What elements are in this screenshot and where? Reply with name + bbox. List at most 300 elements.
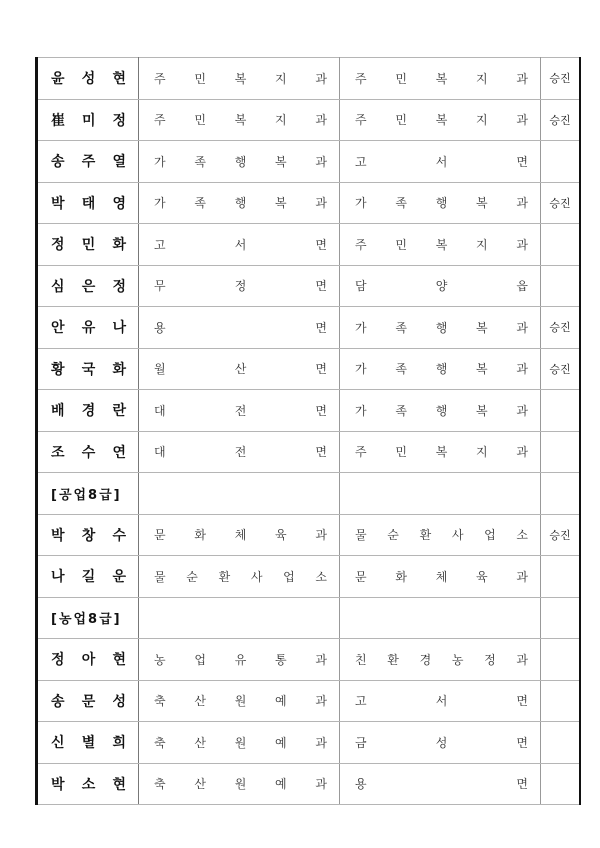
new-department bbox=[340, 775, 540, 792]
section-label: [공업8급] bbox=[51, 487, 122, 503]
note-cell bbox=[541, 307, 581, 349]
table-body bbox=[37, 58, 581, 805]
department-char: 가 bbox=[355, 196, 367, 211]
previous-department-cell bbox=[139, 390, 340, 432]
name-char: 길 bbox=[81, 569, 96, 586]
department-char: 지 bbox=[275, 71, 287, 86]
promotion-note: 승진 bbox=[549, 321, 571, 335]
previous-department-cell bbox=[139, 182, 340, 224]
previous-department-cell bbox=[139, 473, 340, 515]
department-char: 주 bbox=[154, 71, 166, 86]
employee-name bbox=[38, 68, 138, 88]
department-char: 과 bbox=[516, 113, 528, 128]
department-char: 경 bbox=[419, 652, 432, 667]
promotion-note: 승진 bbox=[549, 196, 571, 210]
new-department-cell bbox=[340, 431, 541, 473]
new-department-cell bbox=[340, 639, 541, 681]
department-char: 축 bbox=[154, 735, 166, 750]
previous-department-cell bbox=[139, 307, 340, 349]
department-char: 행 bbox=[435, 362, 448, 377]
table-row bbox=[37, 265, 581, 307]
department-char: 문 bbox=[154, 528, 166, 543]
department-char: 대 bbox=[154, 445, 166, 460]
department-char: 과 bbox=[315, 652, 327, 667]
employee-name bbox=[38, 359, 138, 379]
department-char: 과 bbox=[516, 320, 528, 335]
department-char: 면 bbox=[315, 320, 327, 335]
department-char: 행 bbox=[234, 196, 247, 211]
employee-name bbox=[38, 442, 138, 462]
new-department-cell bbox=[340, 224, 541, 266]
previous-department bbox=[139, 111, 339, 128]
department-char: 면 bbox=[315, 362, 327, 377]
department-char: 과 bbox=[516, 652, 528, 667]
department-char: 서 bbox=[435, 154, 448, 169]
promotion-note: 승진 bbox=[549, 72, 571, 86]
department-char: 축 bbox=[154, 777, 166, 792]
name-cell bbox=[37, 431, 139, 473]
department-char: 복 bbox=[234, 113, 247, 128]
employee-name bbox=[38, 276, 138, 296]
department-char: 과 bbox=[315, 154, 327, 169]
name-char: 란 bbox=[112, 403, 126, 420]
department-char: 원 bbox=[234, 735, 247, 750]
new-department bbox=[340, 319, 540, 336]
name-char: 정 bbox=[112, 112, 126, 129]
department-char: 과 bbox=[315, 113, 327, 128]
department-char: 행 bbox=[435, 196, 448, 211]
employee-name bbox=[38, 110, 138, 130]
new-department bbox=[340, 526, 540, 543]
new-department-cell bbox=[340, 514, 541, 556]
department-char: 전 bbox=[234, 403, 247, 418]
department-char: 체 bbox=[435, 569, 448, 584]
department-char: 과 bbox=[315, 196, 327, 211]
department-char: 족 bbox=[395, 362, 407, 377]
employee-name bbox=[38, 691, 138, 711]
department-char: 복 bbox=[476, 196, 488, 211]
department-char: 족 bbox=[395, 403, 407, 418]
previous-department bbox=[139, 277, 339, 294]
name-char: 정 bbox=[51, 237, 65, 254]
department-char: 민 bbox=[395, 237, 407, 252]
name-cell bbox=[37, 182, 139, 224]
department-char: 육 bbox=[275, 528, 287, 543]
section-label-cell bbox=[37, 473, 139, 515]
previous-department-cell bbox=[139, 514, 340, 556]
previous-department bbox=[139, 651, 339, 668]
department-char: 정 bbox=[234, 279, 247, 294]
department-char: 면 bbox=[315, 279, 327, 294]
new-department bbox=[340, 360, 540, 377]
department-char: 족 bbox=[194, 196, 206, 211]
name-char: 열 bbox=[112, 154, 126, 171]
department-char: 가 bbox=[355, 362, 367, 377]
section-label: [농업8급] bbox=[51, 612, 122, 628]
new-department bbox=[340, 70, 540, 87]
name-char: 정 bbox=[112, 278, 126, 295]
employee-name bbox=[38, 525, 138, 545]
table-row bbox=[37, 99, 581, 141]
department-char: 소 bbox=[516, 528, 528, 543]
department-char: 과 bbox=[315, 694, 327, 709]
name-char: 박 bbox=[51, 776, 65, 793]
previous-department-cell bbox=[139, 597, 340, 639]
department-char: 복 bbox=[435, 237, 448, 252]
department-char: 환 bbox=[419, 528, 432, 543]
department-char: 복 bbox=[476, 403, 488, 418]
department-char: 사 bbox=[451, 528, 464, 543]
department-char: 환 bbox=[387, 652, 399, 667]
name-char: 은 bbox=[81, 278, 96, 295]
name-char: 화 bbox=[112, 237, 126, 254]
department-char: 정 bbox=[484, 652, 496, 667]
table-row bbox=[37, 556, 581, 598]
department-char: 민 bbox=[395, 113, 407, 128]
previous-department-cell bbox=[139, 348, 340, 390]
name-cell bbox=[37, 307, 139, 349]
employee-name bbox=[38, 732, 138, 752]
department-char: 유 bbox=[234, 652, 247, 667]
previous-department-cell bbox=[139, 722, 340, 764]
previous-department bbox=[139, 775, 339, 792]
previous-department-cell bbox=[139, 556, 340, 598]
department-char: 담 bbox=[355, 279, 367, 294]
previous-department bbox=[139, 194, 339, 211]
personnel-transfer-table bbox=[35, 57, 581, 805]
department-char: 과 bbox=[315, 71, 327, 86]
name-cell bbox=[37, 141, 139, 183]
new-department-cell bbox=[340, 680, 541, 722]
previous-department-cell bbox=[139, 265, 340, 307]
name-char: 현 bbox=[112, 652, 126, 669]
department-char: 면 bbox=[315, 237, 327, 252]
new-department-cell bbox=[340, 390, 541, 432]
department-char: 읍 bbox=[516, 279, 528, 294]
department-char: 행 bbox=[435, 403, 448, 418]
department-char: 소 bbox=[315, 569, 327, 584]
department-char: 업 bbox=[283, 569, 295, 584]
department-char: 물 bbox=[154, 569, 166, 584]
new-department-cell bbox=[340, 58, 541, 100]
department-char: 과 bbox=[516, 445, 528, 460]
department-char: 민 bbox=[194, 113, 206, 128]
new-department bbox=[340, 443, 540, 460]
name-char: 소 bbox=[81, 776, 96, 793]
department-char: 과 bbox=[516, 71, 528, 86]
department-char: 월 bbox=[154, 362, 166, 377]
department-char: 과 bbox=[315, 735, 327, 750]
department-char: 환 bbox=[218, 569, 231, 584]
table-row bbox=[37, 58, 581, 100]
department-char: 복 bbox=[435, 445, 448, 460]
name-char: 나 bbox=[51, 569, 65, 586]
employee-name bbox=[38, 151, 138, 171]
department-char: 친 bbox=[355, 652, 367, 667]
name-char: 나 bbox=[112, 320, 126, 337]
department-char: 농 bbox=[154, 652, 166, 667]
employee-name bbox=[38, 400, 138, 420]
table-row bbox=[37, 390, 581, 432]
name-char: 정 bbox=[51, 652, 65, 669]
department-char: 면 bbox=[315, 403, 327, 418]
name-char: 아 bbox=[81, 652, 96, 669]
note-cell bbox=[541, 99, 581, 141]
new-department bbox=[340, 402, 540, 419]
department-char: 서 bbox=[234, 237, 247, 252]
name-char: 창 bbox=[81, 527, 96, 544]
department-char: 성 bbox=[435, 735, 448, 750]
note-cell bbox=[541, 763, 581, 805]
note-cell bbox=[541, 431, 581, 473]
new-department bbox=[340, 692, 540, 709]
new-department bbox=[340, 153, 540, 170]
department-char: 산 bbox=[194, 694, 206, 709]
department-char: 전 bbox=[234, 445, 247, 460]
department-char: 민 bbox=[194, 71, 206, 86]
note-cell bbox=[541, 265, 581, 307]
department-char: 원 bbox=[234, 777, 247, 792]
name-cell bbox=[37, 556, 139, 598]
new-department bbox=[340, 194, 540, 211]
new-department-cell bbox=[340, 473, 541, 515]
new-department bbox=[340, 277, 540, 294]
department-char: 원 bbox=[234, 694, 247, 709]
department-char: 과 bbox=[516, 403, 528, 418]
department-char: 행 bbox=[234, 154, 247, 169]
new-department-cell bbox=[340, 722, 541, 764]
department-char: 화 bbox=[194, 528, 206, 543]
note-cell bbox=[541, 141, 581, 183]
previous-department bbox=[139, 443, 339, 460]
previous-department bbox=[139, 236, 339, 253]
name-char: 崔 bbox=[51, 112, 65, 129]
previous-department-cell bbox=[139, 99, 340, 141]
name-cell bbox=[37, 680, 139, 722]
new-department-cell bbox=[340, 182, 541, 224]
note-cell bbox=[541, 597, 581, 639]
previous-department-cell bbox=[139, 141, 340, 183]
new-department bbox=[340, 568, 540, 585]
department-char: 과 bbox=[315, 528, 327, 543]
note-cell bbox=[541, 514, 581, 556]
note-cell bbox=[541, 473, 581, 515]
name-char: 송 bbox=[51, 693, 65, 710]
note-cell bbox=[541, 722, 581, 764]
department-char: 가 bbox=[154, 196, 166, 211]
note-cell bbox=[541, 182, 581, 224]
department-char: 지 bbox=[476, 71, 488, 86]
new-department bbox=[340, 651, 540, 668]
department-char: 행 bbox=[435, 320, 448, 335]
name-char: 경 bbox=[81, 403, 96, 420]
previous-department bbox=[139, 319, 339, 336]
department-char: 지 bbox=[476, 113, 488, 128]
department-char: 용 bbox=[154, 320, 166, 335]
name-char: 수 bbox=[112, 527, 126, 544]
previous-department bbox=[139, 734, 339, 751]
name-char: 희 bbox=[112, 735, 126, 752]
department-char: 통 bbox=[275, 652, 287, 667]
section-label-cell bbox=[37, 597, 139, 639]
department-char: 지 bbox=[476, 237, 488, 252]
name-char: 국 bbox=[81, 361, 96, 378]
department-char: 족 bbox=[395, 196, 407, 211]
department-char: 복 bbox=[275, 196, 287, 211]
department-char: 과 bbox=[516, 362, 528, 377]
name-char: 심 bbox=[51, 278, 65, 295]
department-char: 과 bbox=[315, 777, 327, 792]
name-char: 수 bbox=[81, 444, 96, 461]
new-department-cell bbox=[340, 597, 541, 639]
department-char: 민 bbox=[395, 445, 407, 460]
department-char: 업 bbox=[194, 652, 206, 667]
name-char: 연 bbox=[112, 444, 126, 461]
name-char: 박 bbox=[51, 527, 65, 544]
name-char: 현 bbox=[112, 71, 126, 88]
note-cell bbox=[541, 58, 581, 100]
name-char: 태 bbox=[81, 195, 96, 212]
name-char: 윤 bbox=[51, 71, 65, 88]
department-char: 복 bbox=[234, 71, 247, 86]
employee-name bbox=[38, 649, 138, 669]
name-cell bbox=[37, 514, 139, 556]
new-department bbox=[340, 236, 540, 253]
new-department-cell bbox=[340, 348, 541, 390]
department-char: 가 bbox=[154, 154, 166, 169]
department-char: 육 bbox=[476, 569, 488, 584]
new-department bbox=[340, 734, 540, 751]
department-char: 주 bbox=[355, 113, 367, 128]
department-char: 면 bbox=[516, 735, 528, 750]
name-char: 송 bbox=[51, 154, 65, 171]
note-cell bbox=[541, 224, 581, 266]
name-char: 운 bbox=[112, 569, 126, 586]
previous-department-cell bbox=[139, 224, 340, 266]
name-cell bbox=[37, 722, 139, 764]
department-char: 과 bbox=[516, 569, 528, 584]
department-char: 면 bbox=[516, 154, 528, 169]
department-char: 물 bbox=[355, 528, 367, 543]
department-char: 복 bbox=[435, 113, 448, 128]
department-char: 농 bbox=[451, 652, 464, 667]
department-char: 가 bbox=[355, 320, 367, 335]
previous-department-cell bbox=[139, 680, 340, 722]
department-char: 주 bbox=[154, 113, 166, 128]
department-char: 순 bbox=[186, 569, 198, 584]
department-char: 민 bbox=[395, 71, 407, 86]
name-cell bbox=[37, 390, 139, 432]
department-char: 예 bbox=[275, 735, 287, 750]
table-row bbox=[37, 722, 581, 764]
previous-department bbox=[139, 526, 339, 543]
department-char: 순 bbox=[387, 528, 399, 543]
department-char: 주 bbox=[355, 237, 367, 252]
previous-department bbox=[139, 153, 339, 170]
table-row bbox=[37, 680, 581, 722]
personnel-transfer-table-page bbox=[35, 57, 573, 805]
name-char: 문 bbox=[81, 693, 96, 710]
department-char: 고 bbox=[355, 154, 367, 169]
promotion-note: 승진 bbox=[549, 528, 571, 542]
promotion-note: 승진 bbox=[549, 113, 571, 127]
department-char: 과 bbox=[516, 196, 528, 211]
new-department-cell bbox=[340, 763, 541, 805]
new-department-cell bbox=[340, 99, 541, 141]
name-char: 조 bbox=[51, 444, 65, 461]
department-char: 축 bbox=[154, 694, 166, 709]
name-cell bbox=[37, 224, 139, 266]
previous-department-cell bbox=[139, 58, 340, 100]
department-char: 복 bbox=[275, 154, 287, 169]
previous-department bbox=[139, 402, 339, 419]
department-char: 문 bbox=[355, 569, 367, 584]
table-row bbox=[37, 431, 581, 473]
name-cell bbox=[37, 763, 139, 805]
department-char: 산 bbox=[194, 777, 206, 792]
name-char: 박 bbox=[51, 195, 65, 212]
table-row bbox=[37, 141, 581, 183]
department-char: 과 bbox=[516, 237, 528, 252]
department-char: 지 bbox=[275, 113, 287, 128]
department-char: 복 bbox=[435, 71, 448, 86]
promotion-note: 승진 bbox=[549, 362, 571, 376]
name-char: 영 bbox=[112, 195, 126, 212]
name-cell bbox=[37, 348, 139, 390]
table-row bbox=[37, 763, 581, 805]
previous-department-cell bbox=[139, 431, 340, 473]
name-char: 안 bbox=[51, 320, 65, 337]
department-char: 고 bbox=[154, 237, 166, 252]
department-char: 족 bbox=[194, 154, 206, 169]
department-char: 주 bbox=[355, 445, 367, 460]
department-char: 서 bbox=[435, 694, 448, 709]
name-char: 성 bbox=[112, 693, 126, 710]
department-char: 체 bbox=[234, 528, 247, 543]
department-char: 화 bbox=[395, 569, 407, 584]
department-char: 예 bbox=[275, 777, 287, 792]
previous-department-cell bbox=[139, 763, 340, 805]
department-char: 예 bbox=[275, 694, 287, 709]
department-char: 금 bbox=[355, 735, 367, 750]
note-cell bbox=[541, 390, 581, 432]
new-department bbox=[340, 111, 540, 128]
employee-name bbox=[38, 774, 138, 794]
table-row bbox=[37, 224, 581, 266]
table-row bbox=[37, 348, 581, 390]
note-cell bbox=[541, 348, 581, 390]
name-char: 현 bbox=[112, 776, 126, 793]
name-char: 화 bbox=[112, 361, 126, 378]
table-row bbox=[37, 307, 581, 349]
new-department-cell bbox=[340, 265, 541, 307]
name-cell bbox=[37, 58, 139, 100]
department-char: 지 bbox=[476, 445, 488, 460]
department-char: 면 bbox=[516, 777, 528, 792]
previous-department bbox=[139, 360, 339, 377]
department-char: 족 bbox=[395, 320, 407, 335]
department-char: 가 bbox=[355, 403, 367, 418]
previous-department bbox=[139, 70, 339, 87]
name-char: 민 bbox=[81, 237, 96, 254]
name-char: 신 bbox=[51, 735, 65, 752]
name-char: 미 bbox=[81, 112, 96, 129]
name-char: 별 bbox=[81, 735, 96, 752]
department-char: 양 bbox=[435, 279, 448, 294]
name-char: 황 bbox=[51, 361, 65, 378]
name-cell bbox=[37, 265, 139, 307]
department-char: 무 bbox=[154, 279, 166, 294]
